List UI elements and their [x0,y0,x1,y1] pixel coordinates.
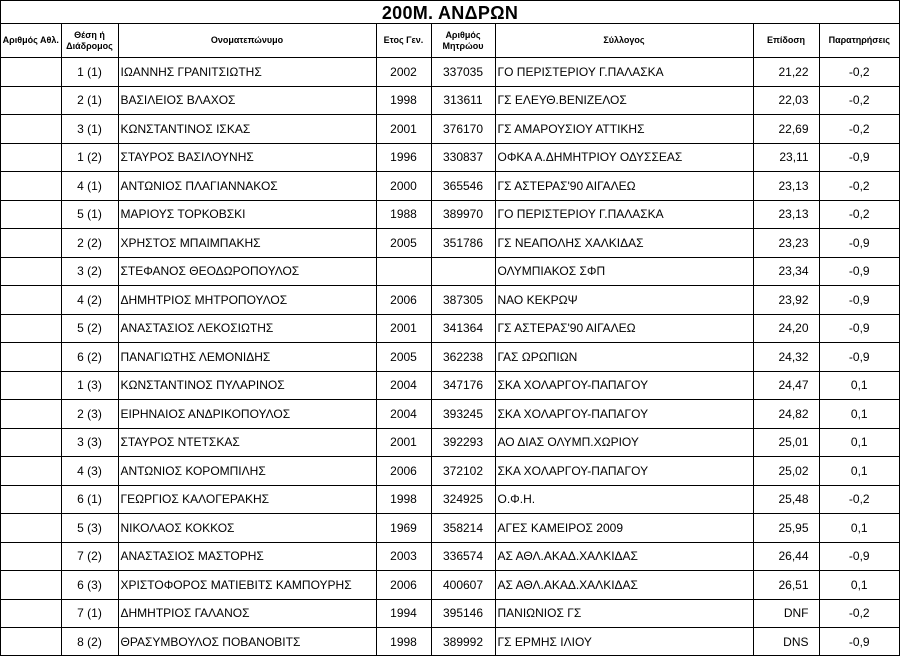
registry-number-cell[interactable]: 372102 [431,457,495,486]
birth-year-cell[interactable]: 1969 [376,514,431,543]
club-cell[interactable]: ΝΑΟ ΚΕΚΡΩΨ [495,286,753,315]
performance-cell[interactable]: 25,48 [753,485,819,514]
full-name-cell[interactable]: ΓΕΩΡΓΙΟΣ ΚΑΛΟΓΕΡΑΚΗΣ [118,485,376,514]
club-cell[interactable]: ΣΚΑ ΧΟΛΑΡΓΟΥ-ΠΑΠΑΓΟΥ [495,400,753,429]
club-cell[interactable]: ΑΣ ΑΘΛ.ΑΚΑΔ.ΧΑΛΚΙΔΑΣ [495,542,753,571]
full-name-cell[interactable]: ΑΝΑΣΤΑΣΙΟΣ ΛΕΚΟΣΙΩΤΗΣ [118,314,376,343]
birth-year-cell[interactable]: 2006 [376,286,431,315]
athlete-number-cell[interactable] [1,371,61,400]
registry-number-cell[interactable]: 358214 [431,514,495,543]
full-name-cell[interactable]: ΧΡΙΣΤΟΦΟΡΟΣ ΜΑΤΙΕΒΙΤΣ ΚΑΜΠΟΥΡΗΣ [118,571,376,600]
registry-number-cell[interactable]: 347176 [431,371,495,400]
col-notes[interactable]: Παρατηρήσεις [819,24,899,58]
notes-cell[interactable]: 0,1 [819,371,899,400]
col-birth-year[interactable]: Ετος Γεν. [376,24,431,58]
table-body [1,58,899,656]
full-name-cell[interactable]: ΔΗΜΗΤΡΙΟΣ ΓΑΛΑΝΟΣ [118,599,376,628]
club-cell[interactable]: ΓΣ ΝΕΑΠΟΛΗΣ ΧΑΛΚΙΔΑΣ [495,229,753,258]
registry-number-cell[interactable]: 337035 [431,58,495,87]
birth-year-cell[interactable]: 1998 [376,485,431,514]
sheet-title: 200Μ. ΑΝΔΡΩΝ [1,1,899,24]
registry-number-cell[interactable]: 324925 [431,485,495,514]
table-row [1,286,899,315]
position-lane-cell[interactable]: 3 (2) [61,257,118,286]
position-lane-cell[interactable]: 7 (1) [61,599,118,628]
athlete-number-cell[interactable] [1,314,61,343]
full-name-cell[interactable]: ΒΑΣΙΛΕΙΟΣ ΒΛΑΧΟΣ [118,86,376,115]
birth-year-cell[interactable] [376,257,431,286]
table-row [1,457,899,486]
registry-number-cell[interactable]: 336574 [431,542,495,571]
registry-number-cell[interactable]: 395146 [431,599,495,628]
table-row [1,200,899,229]
notes-cell[interactable]: -0,2 [819,58,899,87]
birth-year-cell[interactable]: 2003 [376,542,431,571]
notes-cell[interactable]: 0,1 [819,571,899,600]
notes-cell[interactable]: -0,9 [819,229,899,258]
club-cell[interactable]: ΓΣ ΕΡΜΗΣ ΙΛΙΟΥ [495,628,753,656]
position-lane-cell[interactable]: 1 (2) [61,143,118,172]
position-lane-cell[interactable]: 3 (3) [61,428,118,457]
table-row [1,229,899,258]
position-lane-cell[interactable]: 7 (2) [61,542,118,571]
registry-number-cell[interactable]: 387305 [431,286,495,315]
notes-cell[interactable]: -0,2 [819,200,899,229]
athlete-number-cell[interactable] [1,428,61,457]
col-registry-number[interactable]: Αριθμός Μητρώου [431,24,495,58]
table-row [1,314,899,343]
position-lane-cell[interactable]: 6 (1) [61,485,118,514]
table-row [1,343,899,372]
birth-year-cell[interactable]: 1998 [376,628,431,656]
full-name-cell[interactable]: ΕΙΡΗΝΑΙΟΣ ΑΝΔΡΙΚΟΠΟΥΛΟΣ [118,400,376,429]
performance-cell[interactable]: 23,34 [753,257,819,286]
notes-cell[interactable]: -0,2 [819,86,899,115]
performance-cell[interactable]: 24,32 [753,343,819,372]
position-lane-cell[interactable]: 6 (2) [61,343,118,372]
birth-year-cell[interactable]: 2006 [376,457,431,486]
performance-cell[interactable]: 24,47 [753,371,819,400]
notes-cell[interactable]: -0,9 [819,628,899,656]
athlete-number-cell[interactable] [1,599,61,628]
full-name-cell[interactable]: ΜΑΡΙΟΥΣ ΤΟΡΚΟΒΣΚΙ [118,200,376,229]
position-lane-cell[interactable]: 4 (3) [61,457,118,486]
notes-cell[interactable]: -0,9 [819,143,899,172]
athlete-number-cell[interactable] [1,571,61,600]
club-cell[interactable]: ΓΑΣ ΩΡΩΠΙΩΝ [495,343,753,372]
club-cell[interactable]: ΣΚΑ ΧΟΛΑΡΓΟΥ-ΠΑΠΑΓΟΥ [495,371,753,400]
registry-number-cell[interactable]: 400607 [431,571,495,600]
club-cell[interactable]: ΑΟ ΔΙΑΣ ΟΛΥΜΠ.ΧΩΡΙΟΥ [495,428,753,457]
athlete-number-cell[interactable] [1,286,61,315]
table-row [1,115,899,144]
full-name-cell[interactable]: ΔΗΜΗΤΡΙΟΣ ΜΗΤΡΟΠΟΥΛΟΣ [118,286,376,315]
club-cell[interactable]: ΟΛΥΜΠΙΑΚΟΣ ΣΦΠ [495,257,753,286]
registry-number-cell[interactable]: 392293 [431,428,495,457]
club-cell[interactable]: ΓΣ ΑΜΑΡΟΥΣΙΟΥ ΑΤΤΙΚΗΣ [495,115,753,144]
table-row [1,86,899,115]
position-lane-cell[interactable]: 5 (2) [61,314,118,343]
notes-cell[interactable]: 0,1 [819,400,899,429]
registry-number-cell[interactable]: 376170 [431,115,495,144]
performance-cell[interactable]: DNF [753,599,819,628]
position-lane-cell[interactable]: 1 (3) [61,371,118,400]
club-cell[interactable]: ΟΦΚΑ Α.ΔΗΜΗΤΡΙΟΥ ΟΔΥΣΣΕΑΣ [495,143,753,172]
birth-year-cell[interactable]: 2001 [376,115,431,144]
position-lane-cell[interactable]: 2 (2) [61,229,118,258]
club-cell[interactable]: ΓΟ ΠΕΡΙΣΤΕΡΙΟΥ Γ.ΠΑΛΑΣΚΑ [495,58,753,87]
performance-cell[interactable]: 22,69 [753,115,819,144]
col-club[interactable]: Σύλλογος [495,24,753,58]
notes-cell[interactable]: -0,2 [819,172,899,201]
club-cell[interactable]: Ο.Φ.Η. [495,485,753,514]
notes-cell[interactable]: -0,9 [819,314,899,343]
position-lane-cell[interactable]: 4 (1) [61,172,118,201]
performance-cell[interactable]: 22,03 [753,86,819,115]
notes-cell[interactable]: -0,2 [819,115,899,144]
table-row [1,172,899,201]
birth-year-cell[interactable]: 1988 [376,200,431,229]
performance-cell[interactable]: 24,20 [753,314,819,343]
registry-number-cell[interactable]: 365546 [431,172,495,201]
registry-number-cell[interactable]: 389970 [431,200,495,229]
full-name-cell[interactable]: ΣΤΑΥΡΟΣ ΒΑΣΙΛΟΥΝΗΣ [118,143,376,172]
position-lane-cell[interactable]: 2 (1) [61,86,118,115]
full-name-cell[interactable]: ΘΡΑΣΥΜΒΟΥΛΟΣ ΠΟΒΑΝΟΒΙΤΣ [118,628,376,656]
table-row [1,257,899,286]
col-position-lane[interactable]: Θέση ή Διάδρομος [61,24,118,58]
notes-cell[interactable]: -0,2 [819,599,899,628]
performance-cell[interactable]: 23,13 [753,172,819,201]
performance-cell[interactable]: 26,44 [753,542,819,571]
club-cell[interactable]: ΑΓΕΣ ΚΑΜΕΙΡΟΣ 2009 [495,514,753,543]
full-name-cell[interactable]: ΑΝΑΣΤΑΣΙΟΣ ΜΑΣΤΟΡΗΣ [118,542,376,571]
athlete-number-cell[interactable] [1,542,61,571]
birth-year-cell[interactable]: 1998 [376,86,431,115]
full-name-cell[interactable]: ΣΤΕΦΑΝΟΣ ΘΕΟΔΩΡΟΠΟΥΛΟΣ [118,257,376,286]
notes-cell[interactable]: -0,9 [819,343,899,372]
athlete-number-cell[interactable] [1,115,61,144]
notes-cell[interactable]: 0,1 [819,514,899,543]
performance-cell[interactable]: 23,92 [753,286,819,315]
club-cell[interactable]: ΓΟ ΠΕΡΙΣΤΕΡΙΟΥ Γ.ΠΑΛΑΣΚΑ [495,200,753,229]
notes-cell[interactable]: 0,1 [819,428,899,457]
notes-cell[interactable]: -0,9 [819,542,899,571]
athlete-number-cell[interactable] [1,58,61,87]
table-row [1,485,899,514]
registry-number-cell[interactable]: 393245 [431,400,495,429]
registry-number-cell[interactable]: 362238 [431,343,495,372]
club-cell[interactable]: ΠΑΝΙΩΝΙΟΣ ΓΣ [495,599,753,628]
table-row [1,628,899,656]
performance-cell[interactable]: 26,51 [753,571,819,600]
table-row [1,514,899,543]
performance-cell[interactable]: 23,23 [753,229,819,258]
full-name-cell[interactable]: ΣΤΑΥΡΟΣ ΝΤΕΤΣΚΑΣ [118,428,376,457]
table-row [1,371,899,400]
position-lane-cell[interactable]: 1 (1) [61,58,118,87]
position-lane-cell[interactable]: 8 (2) [61,628,118,656]
athlete-number-cell[interactable] [1,400,61,429]
results-table [1,24,899,656]
performance-cell[interactable]: 21,22 [753,58,819,87]
full-name-cell[interactable]: ΝΙΚΟΛΑΟΣ ΚΟΚΚΟΣ [118,514,376,543]
athlete-number-cell[interactable] [1,485,61,514]
birth-year-cell[interactable]: 2002 [376,58,431,87]
position-lane-cell[interactable]: 5 (3) [61,514,118,543]
table-row [1,400,899,429]
athlete-number-cell[interactable] [1,86,61,115]
registry-number-cell[interactable]: 330837 [431,143,495,172]
athlete-number-cell[interactable] [1,628,61,656]
performance-cell[interactable]: 25,95 [753,514,819,543]
birth-year-cell[interactable]: 2000 [376,172,431,201]
full-name-cell[interactable]: ΑΝΤΩΝΙΟΣ ΠΛΑΓΙΑΝΝΑΚΟΣ [118,172,376,201]
birth-year-cell[interactable]: 2004 [376,371,431,400]
performance-cell[interactable]: 23,13 [753,200,819,229]
col-performance[interactable]: Επίδοση [753,24,819,58]
athlete-number-cell[interactable] [1,200,61,229]
notes-cell[interactable]: -0,2 [819,485,899,514]
full-name-cell[interactable]: ΠΑΝΑΓΙΩΤΗΣ ΛΕΜΟΝΙΔΗΣ [118,343,376,372]
performance-cell[interactable]: 24,82 [753,400,819,429]
table-row [1,143,899,172]
notes-cell[interactable]: 0,1 [819,457,899,486]
position-lane-cell[interactable]: 6 (3) [61,571,118,600]
performance-cell[interactable]: 23,11 [753,143,819,172]
club-cell[interactable]: ΓΣ ΑΣΤΕΡΑΣ'90 ΑΙΓΑΛΕΩ [495,314,753,343]
table-row [1,571,899,600]
club-cell[interactable]: ΑΣ ΑΘΛ.ΑΚΑΔ.ΧΑΛΚΙΔΑΣ [495,571,753,600]
registry-number-cell[interactable]: 351786 [431,229,495,258]
club-cell[interactable]: ΓΣ ΕΛΕΥΘ.ΒΕΝΙΖΕΛΟΣ [495,86,753,115]
position-lane-cell[interactable]: 4 (2) [61,286,118,315]
full-name-cell[interactable]: ΑΝΤΩΝΙΟΣ ΚΟΡΟΜΠΙΛΗΣ [118,457,376,486]
athlete-number-cell[interactable] [1,229,61,258]
birth-year-cell[interactable]: 2005 [376,343,431,372]
position-lane-cell[interactable]: 5 (1) [61,200,118,229]
position-lane-cell[interactable]: 2 (3) [61,400,118,429]
full-name-cell[interactable]: ΧΡΗΣΤΟΣ ΜΠΑΙΜΠΑΚΗΣ [118,229,376,258]
table-row [1,58,899,87]
registry-number-cell[interactable]: 389992 [431,628,495,656]
header-row [1,24,899,58]
athlete-number-cell[interactable] [1,457,61,486]
notes-cell[interactable]: -0,9 [819,286,899,315]
notes-cell[interactable]: -0,9 [819,257,899,286]
athlete-number-cell[interactable] [1,343,61,372]
birth-year-cell[interactable]: 2001 [376,428,431,457]
birth-year-cell[interactable]: 1996 [376,143,431,172]
athlete-number-cell[interactable] [1,257,61,286]
col-athlete-number[interactable]: Αριθμός Αθλ. [1,24,61,58]
birth-year-cell[interactable]: 2001 [376,314,431,343]
full-name-cell[interactable]: ΚΩΝΣΤΑΝΤΙΝΟΣ ΠΥΛΑΡΙΝΟΣ [118,371,376,400]
birth-year-cell[interactable]: 2004 [376,400,431,429]
table-row [1,428,899,457]
full-name-cell[interactable]: ΚΩΝΣΤΑΝΤΙΝΟΣ ΙΣΚΑΣ [118,115,376,144]
performance-cell[interactable]: 25,02 [753,457,819,486]
table-row [1,542,899,571]
registry-number-cell[interactable]: 341364 [431,314,495,343]
registry-number-cell[interactable]: 313611 [431,86,495,115]
birth-year-cell[interactable]: 1994 [376,599,431,628]
col-full-name[interactable]: Ονοματεπώνυμο [118,24,376,58]
athlete-number-cell[interactable] [1,143,61,172]
full-name-cell[interactable]: ΙΩΑΝΝΗΣ ΓΡΑΝΙΤΣΙΩΤΗΣ [118,58,376,87]
performance-cell[interactable]: DNS [753,628,819,656]
club-cell[interactable]: ΓΣ ΑΣΤΕΡΑΣ'90 ΑΙΓΑΛΕΩ [495,172,753,201]
position-lane-cell[interactable]: 3 (1) [61,115,118,144]
registry-number-cell[interactable] [431,257,495,286]
club-cell[interactable]: ΣΚΑ ΧΟΛΑΡΓΟΥ-ΠΑΠΑΓΟΥ [495,457,753,486]
table-row [1,599,899,628]
performance-cell[interactable]: 25,01 [753,428,819,457]
birth-year-cell[interactable]: 2006 [376,571,431,600]
athlete-number-cell[interactable] [1,514,61,543]
birth-year-cell[interactable]: 2005 [376,229,431,258]
athlete-number-cell[interactable] [1,172,61,201]
